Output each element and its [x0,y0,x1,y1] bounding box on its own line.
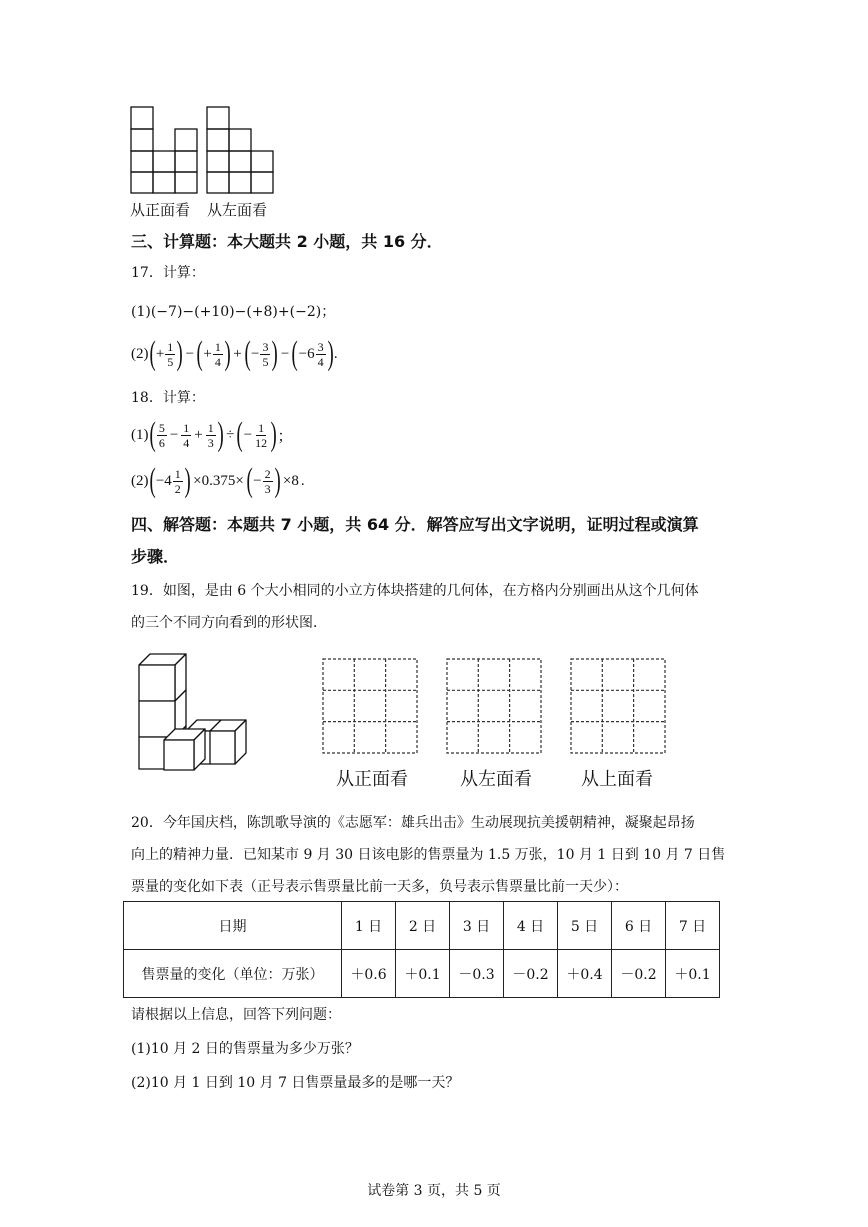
q20-line3: 票量的变化如下表（正号表示售票量比前一天多，负号表示售票量比前一天少）： [131,879,628,895]
table-day-cell: 2 日 [396,902,450,950]
q17-prompt: 17．计算： [131,265,205,281]
q18-part2: (2) ( −4 $\frac{1}{2}$ ) ×0.375× ( − $\frac{2}{3}$ ) ×8 . [131,462,305,499]
left-view-figure [206,106,274,194]
grid-caption-top: 从上面看 [581,769,653,790]
table-header-label: 日期 [124,902,342,950]
q20-line2: 向上的精神力量．已知某市 9 月 30 日该电影的售票量为 1.5 万张，10 月 1 日到 10 月 7 日售 [131,847,726,863]
section3-heading: 三、计算题：本大题共 2 小题，共 16 分． [131,232,443,251]
table-change-cell: ＋0.6 [342,950,396,998]
front-view-answer-grid[interactable] [322,658,418,754]
q19-line1: 19．如图，是由 6 个大小相同的小立方体块搭建的几何体，在方格内分别画出从这个几何体 [131,583,699,599]
grid-caption-front: 从正面看 [336,769,408,790]
page-footer: 试卷第 3 页，共 5 页 [367,1183,501,1199]
grid-caption-left: 从左面看 [460,769,532,790]
q18-prompt: 18．计算： [131,390,205,406]
q18-part1: (1) ( $\frac{5}{6}$ − $\frac{1}{4}$ + $\frac{1}{3}$ ) ÷ ( − $\frac{1}{12}$ ) ； [131,416,293,453]
q20-line1: 20．今年国庆档，陈凯歌导演的《志愿军：雄兵出击》生动展现抗美援朝精神，凝聚起昂扬 [131,815,695,831]
q17-part1-expression: (−7)−(+10)−(+8)+(−2)； [150,304,336,320]
cube-structure-figure [138,651,256,771]
q20-after: 请根据以上信息，回答下列问题： [131,1007,341,1023]
table-day-cell: 4 日 [504,902,558,950]
section4-heading-line2: 步骤． [131,547,180,566]
q20-sub2: (2)10 月 1 日到 10 月 7 日售票量最多的是哪一天？ [131,1075,460,1091]
table-change-cell: ＋0.1 [396,950,450,998]
table-change-cell: －0.2 [612,950,666,998]
section4-heading-line1: 四、解答题：本题共 7 小题，共 64 分．解答应写出文字说明，证明过程或演算 [131,515,699,534]
top-view-answer-grid[interactable] [570,658,666,754]
table-change-cell: －0.3 [450,950,504,998]
front-view-caption: 从正面看 [130,201,191,219]
left-view-answer-grid[interactable] [446,658,542,754]
q19-line2: 的三个不同方向看到的形状图． [131,615,327,631]
q17-part2: (2) ( + $\frac{1}{5}$ ) − ( + $\frac{1}{4}$ ) + ( − $\frac{3}{5}$ ) − ( −6 $\frac{3}{4}$ ) . [131,335,338,372]
table-change-cell: －0.2 [504,950,558,998]
front-view-figure [130,106,198,194]
table-day-cell: 6 日 [612,902,666,950]
table-change-cell: ＋0.1 [666,950,720,998]
ticket-sales-table [123,901,720,998]
table-day-cell: 5 日 [558,902,612,950]
table-row [124,950,720,998]
q17-part1: (1)(−7)−(+10)−(+8)+(−2)； [131,304,336,320]
q20-sub1: (1)10 月 2 日的售票量为多少万张？ [131,1041,359,1057]
table-day-cell: 7 日 [666,902,720,950]
table-row-label: 售票量的变化（单位：万张） [124,950,342,998]
table-change-cell: ＋0.4 [558,950,612,998]
table-day-cell: 1 日 [342,902,396,950]
table-row [124,902,720,950]
left-view-caption: 从左面看 [207,201,268,219]
table-day-cell: 3 日 [450,902,504,950]
